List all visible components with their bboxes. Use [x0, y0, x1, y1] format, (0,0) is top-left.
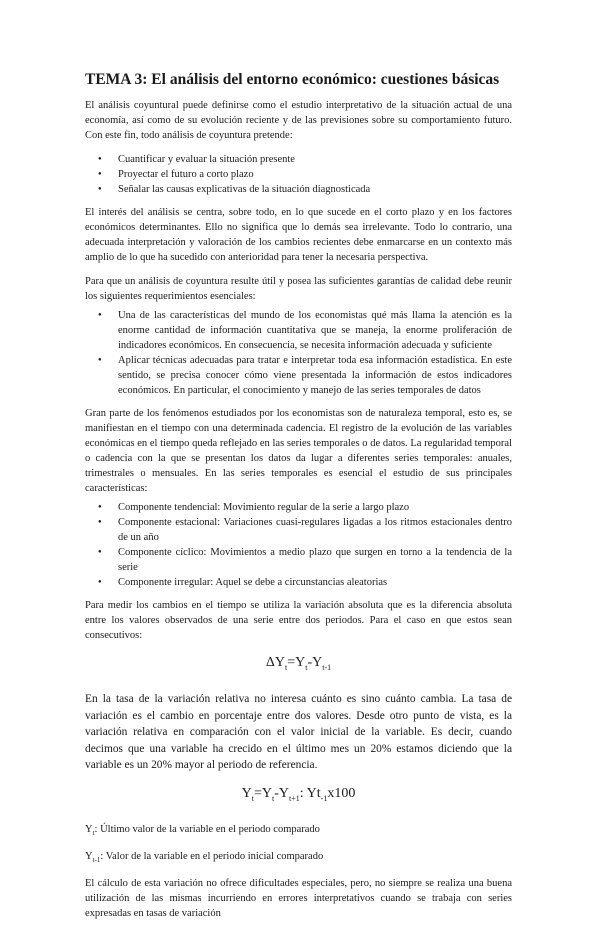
relative-variation-formula: $Y_t=Y_t-Y_{t+1}$: $Yt_{-1}x100$: [241, 785, 356, 803]
list-item: ● Señalar las causas explicativas de la situación diagnosticada: [118, 182, 512, 197]
requirements-intro: Para que un análisis de coyuntura resulte útil y posea las suficientes garantías de calidad debe reunir los siguientes requerimientos esenciales:: [85, 276, 512, 302]
list-item: ● Componente estacional: Variaciones cuasi-regulares ligadas a los ritmos estacionales dentro de un año: [118, 515, 512, 545]
definition-yt-1: $Y_{t-1}$: Valor de la variable en el periodo inicial comparado: [85, 850, 324, 864]
list-item: ● Proyectar el futuro a corto plazo: [118, 167, 512, 182]
list-item: ● Componente tendencial: Movimiento regular de la serie a largo plazo: [118, 500, 512, 515]
list-item: ● Una de las características del mundo de los economistas qué más llama la atención es la enorme cantidad de información cuantitativa que se maneja, la enorme proliferación de indicadores económicos. En consecuencia, se necesita información adecuada y suficiente: [118, 308, 512, 353]
page-title: TEMA 3: El análisis del entorno económico: cuestiones básicas: [85, 71, 500, 88]
measure-paragraph: Para medir los cambios en el tiempo se utiliza la variación absoluta que es la diferencia absoluta entre los valores observados de una serie entre dos periodos. Para el caso en que estos sean consecutivos:: [85, 600, 512, 641]
intro-paragraph: El análisis coyuntural puede definirse como el estudio interpretativo de la situación actual de una economía, así como de su evolución reciente y de las previsiones sobre su comportamiento futuro. Con este fin, todo análisis de coyuntura pretende:: [85, 100, 512, 141]
interest-paragraph: El interés del análisis se centra, sobre todo, en lo que sucede en el corto plazo y en los factores económicos determinantes. Ello no significa que lo demás sea irrelevante. Todo lo contrario, una adecuada interpretación y valoración de los cambios recientes debe enmarcarse en un contexto más amplio de lo que ha sucedido con anterioridad para tener la necesaria perspectiva.: [85, 207, 512, 263]
list-item: ● Aplicar técnicas adecuadas para tratar e interpretar toda esa información estadística. En este sentido, se precisa conocer cómo viene presentada la información de estos indicadores económicos. En particular, el conocimiento y manejo de las series temporales de datos: [118, 353, 512, 398]
list-item: ● Componente cíclico: Movimientos a medio plazo que surgen en torno a la tendencia de la serie: [118, 545, 512, 575]
series-paragraph: Gran parte de los fenómenos estudiados por los economistas son de naturaleza temporal, esto es, se manifiestan en el tiempo con una determinada cadencia. El registro de la evolución de las variables económicas en el tiempo queda reflejado en las series temporales o de datos. La regularidad temporal o cadencia con la que se presentan los datos da lugar a diferentes series temporales: anuales, trimestrales o mensuales. En las series temporales es esencial el estudio de sus principales características:: [85, 408, 512, 494]
list-item: ● Componente irregular: Aquel se debe a circunstancias aleatorias: [118, 575, 512, 590]
relative-paragraph: En la tasa de la variación relativa no interesa cuánto es sino cuánto cambia. La tasa de variación es el cambio en porcentaje entre dos valores. Desde otro punto de vista, es la variación relativa en comparación con el valor inicial de la variable. Es decir, cuando decimos que una variable ha crecido en el último mes un 20% estamos diciendo que la variable es un 20% mayor al periodo de referencia.: [85, 693, 512, 771]
absolute-variation-formula: $\Delta Y_t=Y_t-Y_{t-1}$: [265, 655, 332, 672]
requirements-list: [85, 308, 512, 398]
list-item: ● Cuantificar y evaluar la situación presente: [118, 152, 512, 167]
goals-list: [85, 152, 512, 197]
definition-yt: $Y_t$: Último valor de la variable en el periodo comparado: [85, 823, 320, 837]
closing-paragraph: El cálculo de esta variación no ofrece dificultades especiales, pero, no siempre se realiza una buena utilización de las mismas incurriendo en errores interpretativos cuando se trabaja con series expresadas en tasas de variación: [85, 877, 512, 919]
document-page: [85, 70, 512, 930]
components-list: [85, 500, 512, 590]
